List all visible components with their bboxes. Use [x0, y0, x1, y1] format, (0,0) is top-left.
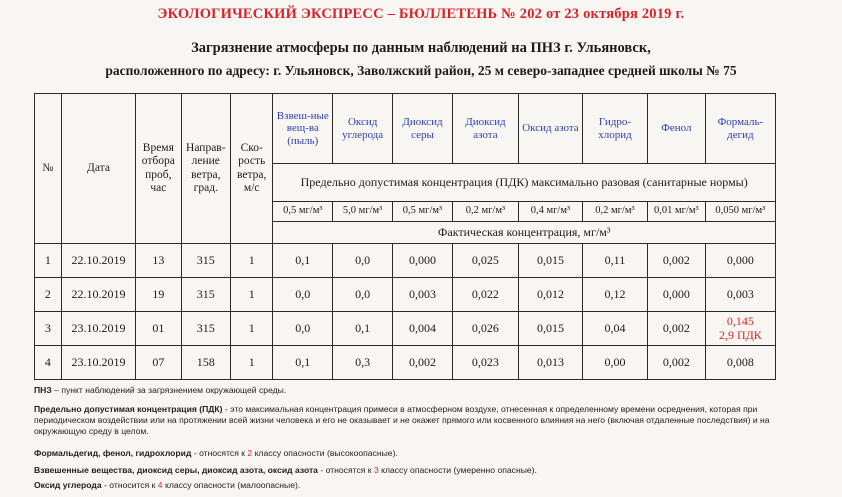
row-value: 0,023 [452, 346, 518, 380]
row-value: 0,000 [647, 278, 705, 312]
row-num: 2 [35, 278, 62, 312]
table-row [35, 244, 776, 278]
row-value: 0,0 [273, 312, 333, 346]
note-class4 [34, 480, 794, 491]
row-value: 0,0 [333, 278, 393, 312]
exceedance-label: 2,9 ПДК [718, 327, 762, 342]
row-value: 0,002 [647, 346, 705, 380]
row-direction: 315 [181, 278, 231, 312]
pollutant-header: Оксид азота [518, 94, 582, 164]
header-speed: Ско-рость ветра, м/с [231, 94, 273, 244]
row-value: 0,0 [333, 244, 393, 278]
note-class4-pre: - относится к [101, 480, 158, 490]
row-speed: 1 [231, 346, 273, 380]
row-speed: 1 [231, 312, 273, 346]
row-value: 0,11 [582, 244, 647, 278]
row-value: 0,000 [705, 244, 775, 278]
pollution-table [34, 93, 776, 380]
pollutant-header: Формаль-дегид [705, 94, 775, 164]
header-direction: Направ-ление ветра, град. [181, 94, 231, 244]
row-value: 0,002 [393, 346, 453, 380]
pollutant-header: Фенол [647, 94, 705, 164]
row-direction: 315 [181, 244, 231, 278]
header-time: Время отбора проб, час [136, 94, 181, 244]
row-value: 0,013 [518, 346, 582, 380]
note-pdk [34, 404, 794, 438]
row-value: 0,12 [582, 278, 647, 312]
pdk-value: 0,050 мг/м³ [705, 202, 775, 222]
row-value: 0,015 [518, 244, 582, 278]
row-value: 0,00 [582, 346, 647, 380]
note-pdk-text: - это максимальная концентрация примеси в атмосферном воздухе, отнесенная к определенному времени осреднения, которая при периодическом воздействии или на протяжении всей жизни человека и его не оказывает и не окажет прямого или косвенного влияния на него (включая отдаленные последствия) и на окружающую среду в целом. [34, 404, 770, 437]
row-date: 23.10.2019 [61, 312, 135, 346]
row-direction: 158 [181, 346, 231, 380]
pdk-value: 0,01 мг/м³ [647, 202, 705, 222]
row-value: 0,1 [273, 244, 333, 278]
pollutant-header: Гидро-хлорид [582, 94, 647, 164]
row-value: 0,145 [726, 313, 754, 328]
row-speed: 1 [231, 244, 273, 278]
row-num: 3 [35, 312, 62, 346]
note-class3 [34, 465, 794, 476]
pdk-value: 0,5 мг/м³ [393, 202, 453, 222]
row-value: 0,008 [705, 346, 775, 380]
row-value: 0,002 [647, 244, 705, 278]
row-value: 0,3 [333, 346, 393, 380]
row-time: 19 [136, 278, 181, 312]
row-value: 0,002 [647, 312, 705, 346]
fact-header: Фактическая концентрация, мг/м³ [273, 222, 776, 244]
header-date: Дата [61, 94, 135, 244]
row-speed: 1 [231, 278, 273, 312]
note-class4-post: классу опасности (малоопасные). [162, 480, 301, 490]
row-date: 22.10.2019 [61, 244, 135, 278]
pollutant-header: Оксид углерода [333, 94, 393, 164]
note-pnz [34, 385, 794, 396]
row-value: 0,003 [705, 278, 775, 312]
row-value: 0,0 [273, 278, 333, 312]
row-value: 0,1 [273, 346, 333, 380]
row-value: 0,025 [452, 244, 518, 278]
row-value: 0,04 [582, 312, 647, 346]
hazard-class-number: 2 [247, 448, 253, 458]
row-value: 0,004 [393, 312, 453, 346]
note-class2-term: Формальдегид, фенол, гидрохлорид [34, 448, 192, 458]
row-date: 23.10.2019 [61, 346, 135, 380]
table-row [35, 312, 776, 346]
note-pdk-term: Предельно допустимая концентрация (ПДК) [34, 404, 223, 414]
note-pnz-text: – пункт наблюдений за загрязнением окружающей среды. [51, 385, 287, 395]
row-value: 0,1 [333, 312, 393, 346]
row-num: 1 [35, 244, 62, 278]
table-row [35, 346, 776, 380]
row-value: 0,026 [452, 312, 518, 346]
report-title: Загрязнение атмосферы по данным наблюдений на ПНЗ г. Ульяновск, [191, 40, 651, 56]
row-value: 0,003 [393, 278, 453, 312]
pollutant-header: Диоксид азота [452, 94, 518, 164]
row-value: 0,012 [518, 278, 582, 312]
note-class2 [34, 448, 794, 459]
pdk-value: 0,2 мг/м³ [452, 202, 518, 222]
note-class3-pre: - относятся к [317, 465, 374, 475]
hazard-class-number: 4 [157, 480, 163, 490]
row-value: 0,022 [452, 278, 518, 312]
header-num: № [35, 94, 62, 244]
row-value: 0,000 [393, 244, 453, 278]
station-address: расположенного по адресу: г. Ульяновск, Заволжский район, 25 м северо-западнее средней школы № 75 [105, 63, 737, 78]
row-num: 4 [35, 346, 62, 380]
note-class2-post: классу опасности (высокоопасные). [252, 448, 398, 458]
pdk-value: 0,5 мг/м³ [273, 202, 333, 222]
row-time: 13 [136, 244, 181, 278]
note-class4-term: Оксид углерода [34, 480, 102, 490]
row-time: 07 [136, 346, 181, 380]
row-time: 01 [136, 312, 181, 346]
hazard-class-number: 3 [373, 465, 379, 475]
note-class3-post: классу опасности (умеренно опасные). [378, 465, 537, 475]
pdk-value: 0,2 мг/м³ [582, 202, 647, 222]
note-class2-pre: - относятся к [191, 448, 248, 458]
exceedance-cell [705, 312, 775, 346]
row-value: 0,015 [518, 312, 582, 346]
note-pnz-term: ПНЗ [34, 385, 52, 395]
row-direction: 315 [181, 312, 231, 346]
bulletin-title: ЭКОЛОГИЧЕСКИЙ ЭКСПРЕСС – БЮЛЛЕТЕНЬ № 202 от 23 октября 2019 г. [157, 6, 685, 22]
pdk-value: 5,0 мг/м³ [333, 202, 393, 222]
pdk-header: Предельно допустимая концентрация (ПДК) максимально разовая (санитарные нормы) [273, 164, 776, 202]
note-class3-term: Взвешенные вещества, диоксид серы, диоксид азота, оксид азота [34, 465, 318, 475]
pdk-value: 0,4 мг/м³ [518, 202, 582, 222]
pollutant-header: Диоксид серы [393, 94, 453, 164]
row-date: 22.10.2019 [61, 278, 135, 312]
table-row [35, 278, 776, 312]
pollutant-header: Взвеш-ные вещ-ва (пыль) [273, 94, 333, 164]
